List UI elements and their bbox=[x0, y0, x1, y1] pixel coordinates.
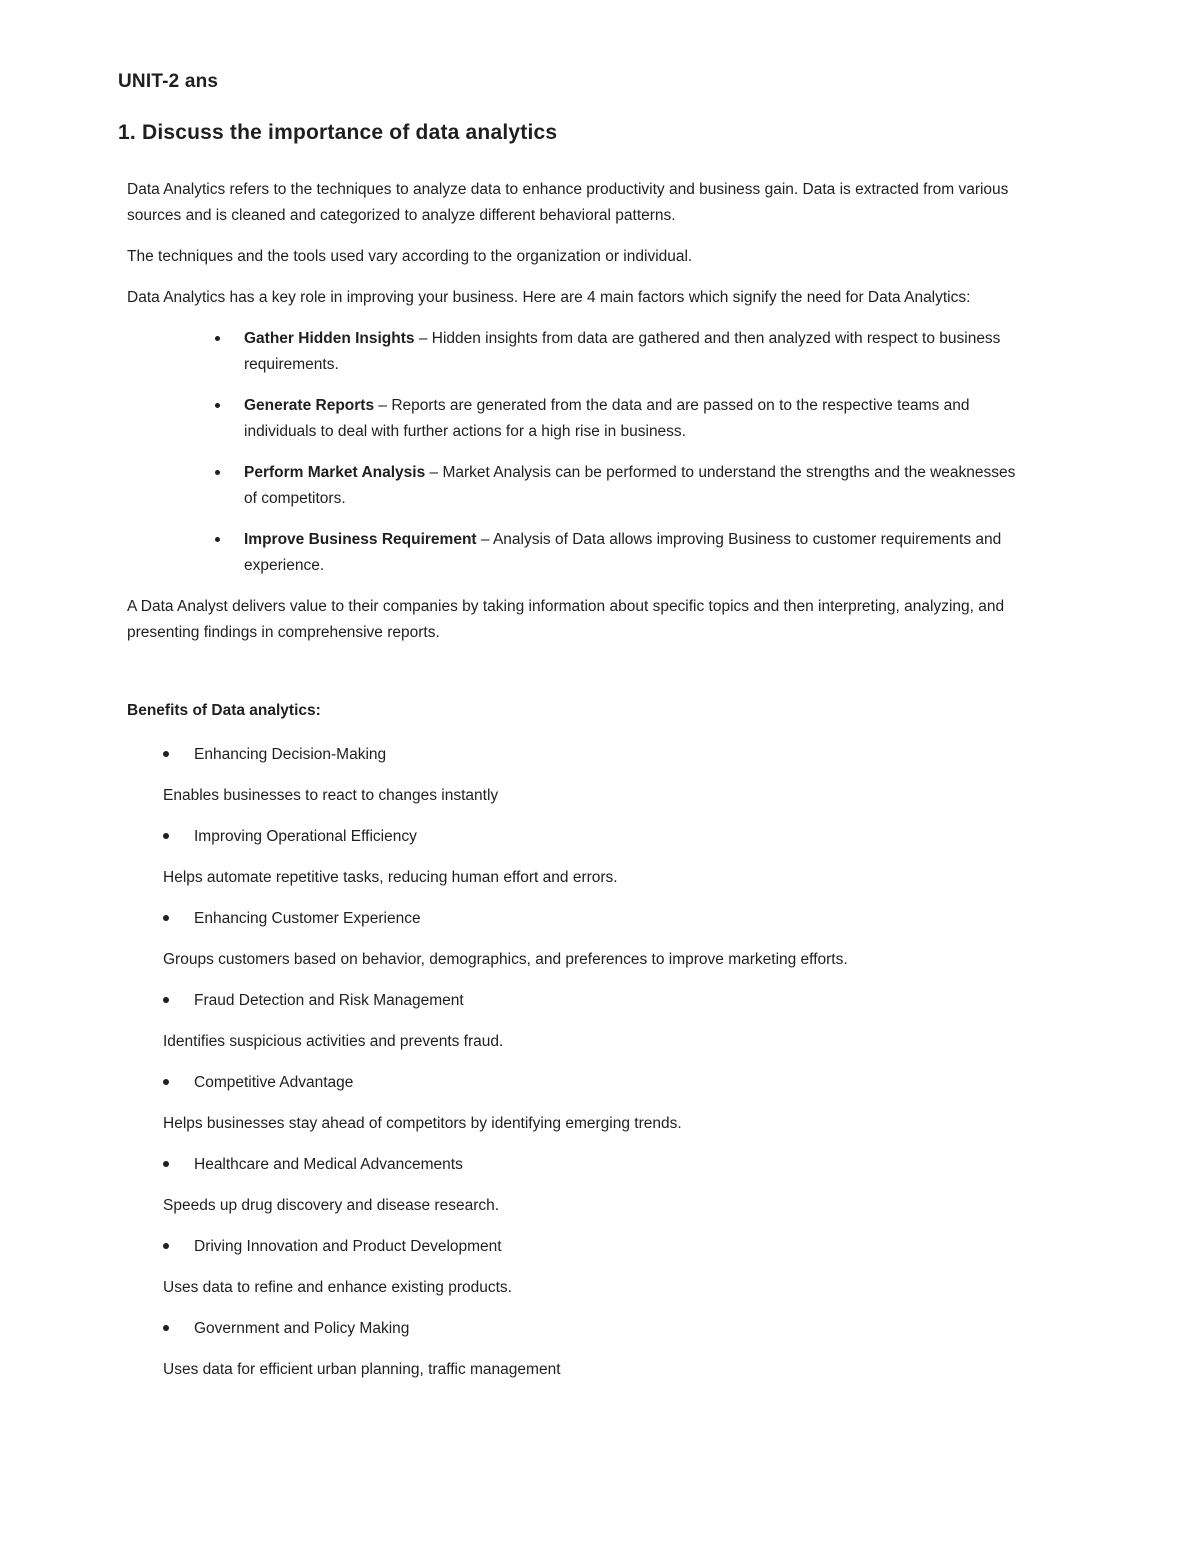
bullet-icon bbox=[163, 915, 169, 921]
factor-description: – Hidden insights from data are gathered and then analyzed with respect to business requirements. bbox=[244, 330, 1001, 373]
factor-description: – Market Analysis can be performed to understand the strengths and the weaknesses of competitors. bbox=[244, 464, 1016, 507]
factor-term: Improve Business Requirement bbox=[244, 531, 477, 548]
bullet-icon bbox=[163, 997, 169, 1003]
factor-text bbox=[244, 330, 1000, 373]
bullet-icon bbox=[215, 537, 220, 542]
benefit-description: Helps automate repetitive tasks, reducing human effort and errors. bbox=[163, 869, 618, 886]
benefit-description: Groups customers based on behavior, demographics, and preferences to improve marketing efforts. bbox=[163, 951, 848, 968]
factor-description: – Analysis of Data allows improving Business to customer requirements and experience. bbox=[244, 531, 1002, 574]
factor-term: Perform Market Analysis bbox=[244, 464, 426, 481]
factor-text bbox=[244, 397, 969, 440]
factor-term: Generate Reports bbox=[244, 397, 375, 414]
document-title: UNIT-2 ans bbox=[118, 71, 219, 92]
benefits-heading: Benefits of Data analytics: bbox=[127, 702, 321, 719]
bullet-icon bbox=[215, 470, 220, 475]
intro-paragraph-1: Data Analytics refers to the techniques to analyze data to enhance productivity and business gain. Data is extracted from various sources and is cleaned and categorized to analyze different behavioral patterns. bbox=[127, 181, 1009, 224]
benefit-title bbox=[118, 906, 1060, 932]
bullet-icon bbox=[163, 1243, 169, 1249]
bullet-icon bbox=[163, 1325, 169, 1331]
benefit-title-text: Healthcare and Medical Advancements bbox=[194, 1156, 463, 1173]
factors-list bbox=[118, 326, 1060, 579]
list-item bbox=[118, 1316, 1060, 1383]
benefit-description: Uses data for efficient urban planning, traffic management bbox=[163, 1361, 561, 1378]
list-item bbox=[118, 326, 1060, 378]
bullet-icon bbox=[215, 336, 220, 341]
list-item bbox=[118, 906, 1060, 973]
benefit-title bbox=[118, 1152, 1060, 1178]
benefit-title-text: Government and Policy Making bbox=[194, 1320, 410, 1337]
factor-text bbox=[244, 531, 1001, 574]
benefit-title-text: Fraud Detection and Risk Management bbox=[194, 992, 464, 1009]
factor-description: – Reports are generated from the data and are passed on to the respective teams and individuals to deal with further actions for a high rise in business. bbox=[244, 397, 970, 440]
bullet-icon bbox=[163, 751, 169, 757]
benefit-description: Identifies suspicious activities and prevents fraud. bbox=[163, 1033, 504, 1050]
benefit-description: Helps businesses stay ahead of competitors by identifying emerging trends. bbox=[163, 1115, 682, 1132]
analyst-paragraph: A Data Analyst delivers value to their companies by taking information about specific topics and then interpreting, analyzing, and presenting findings in comprehensive reports. bbox=[127, 598, 1005, 641]
bullet-icon bbox=[163, 1079, 169, 1085]
intro-paragraph-2: The techniques and the tools used vary according to the organization or individual. bbox=[127, 248, 693, 265]
benefit-title bbox=[118, 742, 1060, 768]
bullet-icon bbox=[163, 1161, 169, 1167]
intro-paragraph-3: Data Analytics has a key role in improving your business. Here are 4 main factors which signify the need for Data Analytics: bbox=[127, 289, 971, 306]
benefit-title-text: Competitive Advantage bbox=[194, 1074, 354, 1091]
benefit-title bbox=[118, 988, 1060, 1014]
list-item bbox=[118, 988, 1060, 1055]
list-item bbox=[118, 1152, 1060, 1219]
list-item bbox=[118, 393, 1060, 445]
benefit-title-text: Enhancing Decision-Making bbox=[194, 746, 387, 763]
list-item bbox=[118, 527, 1060, 579]
benefit-title bbox=[118, 1234, 1060, 1260]
benefit-title-text: Driving Innovation and Product Development bbox=[194, 1238, 502, 1255]
bullet-icon bbox=[163, 833, 169, 839]
list-item bbox=[118, 742, 1060, 809]
benefit-title-text: Improving Operational Efficiency bbox=[194, 828, 417, 845]
list-item bbox=[118, 460, 1060, 512]
factor-term: Gather Hidden Insights bbox=[244, 330, 415, 347]
benefit-title bbox=[118, 824, 1060, 850]
benefit-description: Uses data to refine and enhance existing products. bbox=[163, 1279, 512, 1296]
benefit-description: Enables businesses to react to changes instantly bbox=[163, 787, 499, 804]
list-item bbox=[118, 824, 1060, 891]
list-item bbox=[118, 1070, 1060, 1137]
benefit-description: Speeds up drug discovery and disease research. bbox=[163, 1197, 500, 1214]
benefit-title bbox=[118, 1070, 1060, 1096]
bullet-icon bbox=[215, 403, 220, 408]
benefit-title-text: Enhancing Customer Experience bbox=[194, 910, 421, 927]
list-item bbox=[118, 1234, 1060, 1301]
benefit-title bbox=[118, 1316, 1060, 1342]
factor-text bbox=[244, 464, 1015, 507]
question-heading: 1. Discuss the importance of data analytics bbox=[118, 121, 558, 144]
